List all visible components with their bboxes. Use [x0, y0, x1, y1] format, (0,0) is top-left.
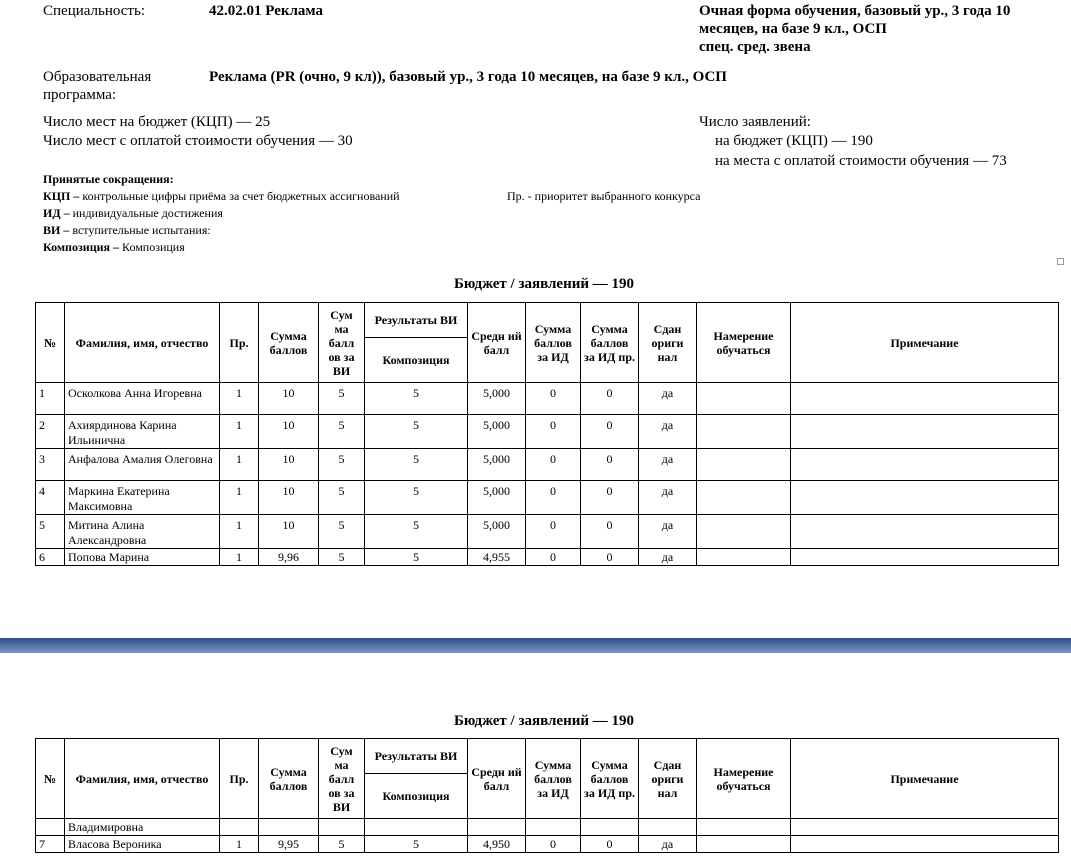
table-row [36, 383, 1059, 415]
abbreviation-priority: Пр. - приоритет выбранного конкурса [507, 189, 701, 203]
table-row [36, 481, 1059, 515]
cell-intent [697, 549, 791, 566]
cell-fio: Анфалова Амалия Олеговна [65, 449, 220, 481]
cell-original: да [639, 383, 697, 415]
col-header-sum: Сумма баллов [259, 303, 319, 383]
cell-sum-id: 0 [526, 383, 581, 415]
abbreviation-id: ИД – индивидуальные достижения [43, 206, 223, 220]
cell-composition: 5 [365, 515, 468, 549]
col-header-avg: Средн ий балл [468, 303, 526, 383]
cell-composition: 5 [365, 481, 468, 515]
cell-sum-id: 0 [526, 515, 581, 549]
table-row [36, 515, 1059, 549]
cell-num: 7 [36, 836, 65, 853]
cell-sum [259, 819, 319, 836]
cell-priority: 1 [220, 515, 259, 549]
cell-note [791, 549, 1059, 566]
col-header-priority: Пр. [220, 303, 259, 383]
applications-budget: на бюджет (КЦП) — 190 [715, 133, 873, 149]
cell-original: да [639, 481, 697, 515]
cell-intent [697, 836, 791, 853]
cell-fio: Маркина Екатерина Максимовна [65, 481, 220, 515]
cell-num: 2 [36, 415, 65, 449]
cell-num: 6 [36, 549, 65, 566]
col-header-priority: Пр. [220, 739, 259, 819]
cell-priority: 1 [220, 481, 259, 515]
cell-sum-id [526, 819, 581, 836]
program-value: Реклама (PR (очно, 9 кл)), базовый ур., 3 года 10 месяцев, на базе 9 кл., ОСП [209, 69, 727, 85]
page-marker [1057, 258, 1064, 265]
cell-avg: 5,000 [468, 383, 526, 415]
cell-fio: Ахиярдинова Карина Ильинична [65, 415, 220, 449]
cell-sum-id-pr [581, 819, 639, 836]
table-row [36, 819, 1059, 836]
abbreviation-vi: ВИ – вступительные испытания: [43, 223, 211, 237]
cell-sum-vi [319, 819, 365, 836]
cell-priority: 1 [220, 836, 259, 853]
cell-sum-vi: 5 [319, 549, 365, 566]
col-header-results-vi: Результаты ВИ [365, 739, 468, 774]
col-header-sum-vi: Сум ма балл ов за ВИ [319, 303, 365, 383]
cell-priority: 1 [220, 383, 259, 415]
cell-composition [365, 819, 468, 836]
cell-sum: 10 [259, 383, 319, 415]
table-row [36, 549, 1059, 566]
applications-label: Число заявлений: [699, 114, 811, 130]
cell-sum-id-pr: 0 [581, 481, 639, 515]
cell-original: да [639, 415, 697, 449]
cell-sum: 10 [259, 415, 319, 449]
table-row [36, 449, 1059, 481]
cell-sum-id-pr: 0 [581, 415, 639, 449]
cell-composition: 5 [365, 383, 468, 415]
cell-sum-id-pr: 0 [581, 515, 639, 549]
cell-avg: 5,000 [468, 481, 526, 515]
cell-sum: 10 [259, 449, 319, 481]
document-page-2 [0, 653, 1071, 856]
cell-avg: 5,000 [468, 449, 526, 481]
col-header-num: № [36, 739, 65, 819]
abbreviations-title: Принятые сокращения: [43, 172, 174, 186]
abbreviation-composition: Композиция – Композиция [43, 240, 185, 254]
cell-sum-id: 0 [526, 549, 581, 566]
col-header-intent: Намерение обучаться [697, 303, 791, 383]
col-header-composition: Композиция [365, 338, 468, 383]
cell-note [791, 819, 1059, 836]
table-row [36, 836, 1059, 853]
cell-original: да [639, 549, 697, 566]
cell-sum-vi: 5 [319, 449, 365, 481]
cell-avg: 5,000 [468, 515, 526, 549]
cell-avg: 4,950 [468, 836, 526, 853]
cell-sum: 10 [259, 515, 319, 549]
cell-composition: 5 [365, 449, 468, 481]
cell-avg [468, 819, 526, 836]
cell-intent [697, 481, 791, 515]
col-header-fio: Фамилия, имя, отчество [65, 303, 220, 383]
cell-fio: Попова Марина [65, 549, 220, 566]
cell-priority: 1 [220, 415, 259, 449]
cell-fio: Владимировна [65, 819, 220, 836]
cell-note [791, 515, 1059, 549]
cell-num [36, 819, 65, 836]
col-header-note: Примечание [791, 739, 1059, 819]
cell-sum-id-pr: 0 [581, 549, 639, 566]
table-row [36, 415, 1059, 449]
program-label-line1: Образовательная [43, 69, 152, 85]
cell-note [791, 383, 1059, 415]
col-header-avg: Средн ий балл [468, 739, 526, 819]
col-header-results-vi: Результаты ВИ [365, 303, 468, 338]
cell-intent [697, 515, 791, 549]
cell-avg: 4,955 [468, 549, 526, 566]
cell-intent [697, 449, 791, 481]
col-header-original: Сдан ориги нал [639, 303, 697, 383]
cell-sum-id-pr: 0 [581, 449, 639, 481]
study-form-line2: месяцев, на базе 9 кл., ОСП [699, 21, 887, 37]
cell-priority [220, 819, 259, 836]
applicants-table [35, 302, 1059, 566]
cell-sum-id: 0 [526, 836, 581, 853]
cell-composition: 5 [365, 415, 468, 449]
page-break-bar [0, 638, 1071, 653]
col-header-fio: Фамилия, имя, отчество [65, 739, 220, 819]
cell-sum-vi: 5 [319, 481, 365, 515]
cell-fio: Митина Алина Александровна [65, 515, 220, 549]
cell-sum-id: 0 [526, 415, 581, 449]
cell-note [791, 415, 1059, 449]
study-form-line1: Очная форма обучения, базовый ур., 3 года 10 [699, 3, 1011, 19]
cell-fio: Власова Вероника [65, 836, 220, 853]
cell-note [791, 836, 1059, 853]
col-header-composition: Композиция [365, 774, 468, 819]
table-title-page2: Бюджет / заявлений — 190 [453, 713, 635, 729]
col-header-note: Примечание [791, 303, 1059, 383]
col-header-num: № [36, 303, 65, 383]
table-title: Бюджет / заявлений — 190 [453, 276, 635, 292]
cell-intent [697, 819, 791, 836]
cell-sum: 9,95 [259, 836, 319, 853]
cell-priority: 1 [220, 449, 259, 481]
cell-note [791, 449, 1059, 481]
abbreviation-kcp: КЦП – контрольные цифры приёма за счет бюджетных ассигнований [43, 189, 400, 203]
cell-sum: 10 [259, 481, 319, 515]
cell-sum-vi: 5 [319, 383, 365, 415]
cell-num: 4 [36, 481, 65, 515]
cell-intent [697, 383, 791, 415]
cell-priority: 1 [220, 549, 259, 566]
applications-paid: на места с оплатой стоимости обучения — 73 [715, 153, 1007, 169]
places-paid: Число мест с оплатой стоимости обучения — 30 [43, 133, 353, 149]
cell-sum-vi: 5 [319, 415, 365, 449]
specialty-label: Специальность: [43, 3, 145, 19]
cell-sum-id: 0 [526, 449, 581, 481]
col-header-intent: Намерение обучаться [697, 739, 791, 819]
col-header-original: Сдан ориги нал [639, 739, 697, 819]
cell-sum-vi: 5 [319, 515, 365, 549]
cell-sum-vi: 5 [319, 836, 365, 853]
col-header-sum-id: Сумма баллов за ИД [526, 739, 581, 819]
col-header-sum-id: Сумма баллов за ИД [526, 303, 581, 383]
cell-sum-id-pr: 0 [581, 383, 639, 415]
cell-original: да [639, 836, 697, 853]
cell-original: да [639, 449, 697, 481]
col-header-sum-vi: Сум ма балл ов за ВИ [319, 739, 365, 819]
cell-num: 5 [36, 515, 65, 549]
cell-note [791, 481, 1059, 515]
col-header-sum: Сумма баллов [259, 739, 319, 819]
cell-sum-id-pr: 0 [581, 836, 639, 853]
cell-num: 1 [36, 383, 65, 415]
col-header-sum-id-pr: Сумма баллов за ИД пр. [581, 303, 639, 383]
cell-original: да [639, 515, 697, 549]
cell-composition: 5 [365, 549, 468, 566]
cell-fio: Осколкова Анна Игоревна [65, 383, 220, 415]
cell-intent [697, 415, 791, 449]
cell-composition: 5 [365, 836, 468, 853]
applicants-table-page2 [35, 738, 1059, 853]
cell-sum: 9,96 [259, 549, 319, 566]
cell-avg: 5,000 [468, 415, 526, 449]
places-budget: Число мест на бюджет (КЦП) — 25 [43, 114, 271, 130]
cell-num: 3 [36, 449, 65, 481]
cell-original [639, 819, 697, 836]
study-form-line3: спец. сред. звена [699, 39, 811, 55]
specialty-value: 42.02.01 Реклама [209, 3, 324, 19]
cell-sum-id: 0 [526, 481, 581, 515]
program-label-line2: программа: [43, 87, 117, 103]
col-header-sum-id-pr: Сумма баллов за ИД пр. [581, 739, 639, 819]
